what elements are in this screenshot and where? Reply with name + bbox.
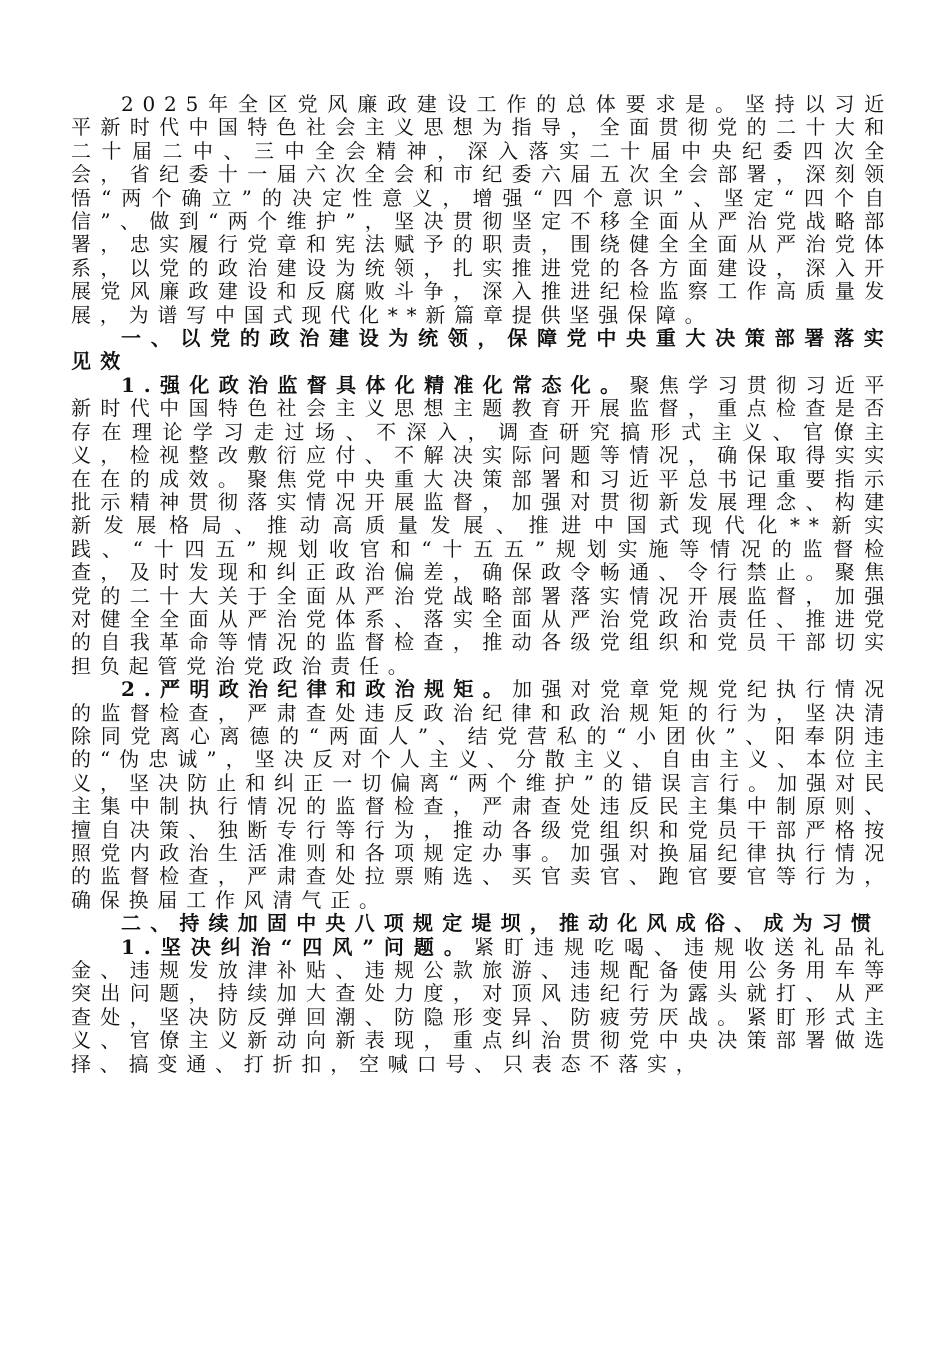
section-1-heading: 一、以党的政治建设为统领，保障党中央重大决策部署落实见效 [71,326,893,374]
section-1-item-1-paragraph [71,374,893,678]
section-1-item-1-lead: 1.强化政治监督具体化精准化常态化。 [121,372,630,397]
section-2-item-1-paragraph [71,936,893,1076]
section-1-item-2-body: 加强对党章党规党纪执行情况的监督检查，严肃查处违反政治纪律和政治规矩的行为，坚决清除同党离心离德的“两面人”、结党营私的“小团伙”、阳奉阴违的“伪忠诚”，坚决反对个人主义、分散主义、自由主义、本位主义，坚决防止和纠正一切偏离“两个维护”的错误言行。加强对民主集中制执行情况的监督检查，严肃查处违反民主集中制原则、擅自决策、独断专行等行为，推动各级党组织和党员干部严格按照党内政治生活准则和各项规定办事。加强对换届纪律执行情况的监督检查，严肃查处拉票贿选、买官卖官、跑官要官等行为，确保换届工作风清气正。 [71,677,893,912]
section-1-item-2-paragraph [71,678,893,912]
section-2-heading: 二、持续加固中央八项规定堤坝，推动化风成俗、成为习惯 [121,911,881,936]
section-2-item-1-body: 紧盯违规吃喝、违规收送礼品礼金、违规发放津补贴、违规公款旅游、违规配备使用公务用车等突出问题，持续加大查处力度，对顶风违纪行为露头就打、从严查处，坚决防反弹回潮、防隐形变异、防疲劳厌战。紧盯形式主义、官僚主义新动向新表现，重点纠治贯彻党中央决策部署做选择、搞变通、打折扣，空喊口号、只表态不落实， [71,934,893,1076]
intro-paragraph: 2025年全区党风廉政建设工作的总体要求是。坚持以习近平新时代中国特色社会主义思想为指导，全面贯彻党的二十大和二十届二中、三中全会精神，深入落实二十届中央纪委四次全会，省纪委十一届六次全会和市纪委六届五次全会部署，深刻领悟“两个确立”的决定性意义，增强“四个意识”、坚定“四个自信”、做到“两个维护”，坚决贯彻坚定不移全面从严治党战略部署，忠实履行党章和宪法赋予的职责，围绕健全全面从严治党体系，以党的政治建设为统领，扎实推进党的各方面建设，深入开展党风廉政建设和反腐败斗争，深入推进纪检监察工作高质量发展，为谱写中国式现代化**新篇章提供坚强保障。 [71,92,893,327]
document-page [71,93,893,1076]
section-1-item-1-body: 聚焦学习贯彻习近平新时代中国特色社会主义思想主题教育开展监督，重点检查是否存在理论学习走过场、不深入，调查研究搞形式主义、官僚主义，检视整改敷衍应付、不解决实际问题等情况，确保取得实实在在的成效。聚焦党中央重大决策部署和习近平总书记重要指示批示精神贯彻落实情况开展监督，加强对贯彻新发展理念、构建新发展格局、推动高质量发展、推进中国式现代化**新实践、“十四五”规划收官和“十五五”规划实施等情况的监督检查，及时发现和纠正政治偏差，确保政令畅通、令行禁止。聚焦党的二十大关于全面从严治党战略部署落实情况开展监督，加强对健全全面从严治党体系、落实全面从严治党政治责任、推进党的自我革命等情况的监督检查，推动各级党组织和党员干部切实担负起管党治党政治责任。 [71,372,894,678]
section-1-item-2-lead: 2.严明政治纪律和政治规矩。 [121,677,513,702]
section-2-item-1-lead: 1.坚决纠治“四风”问题。 [121,934,474,959]
